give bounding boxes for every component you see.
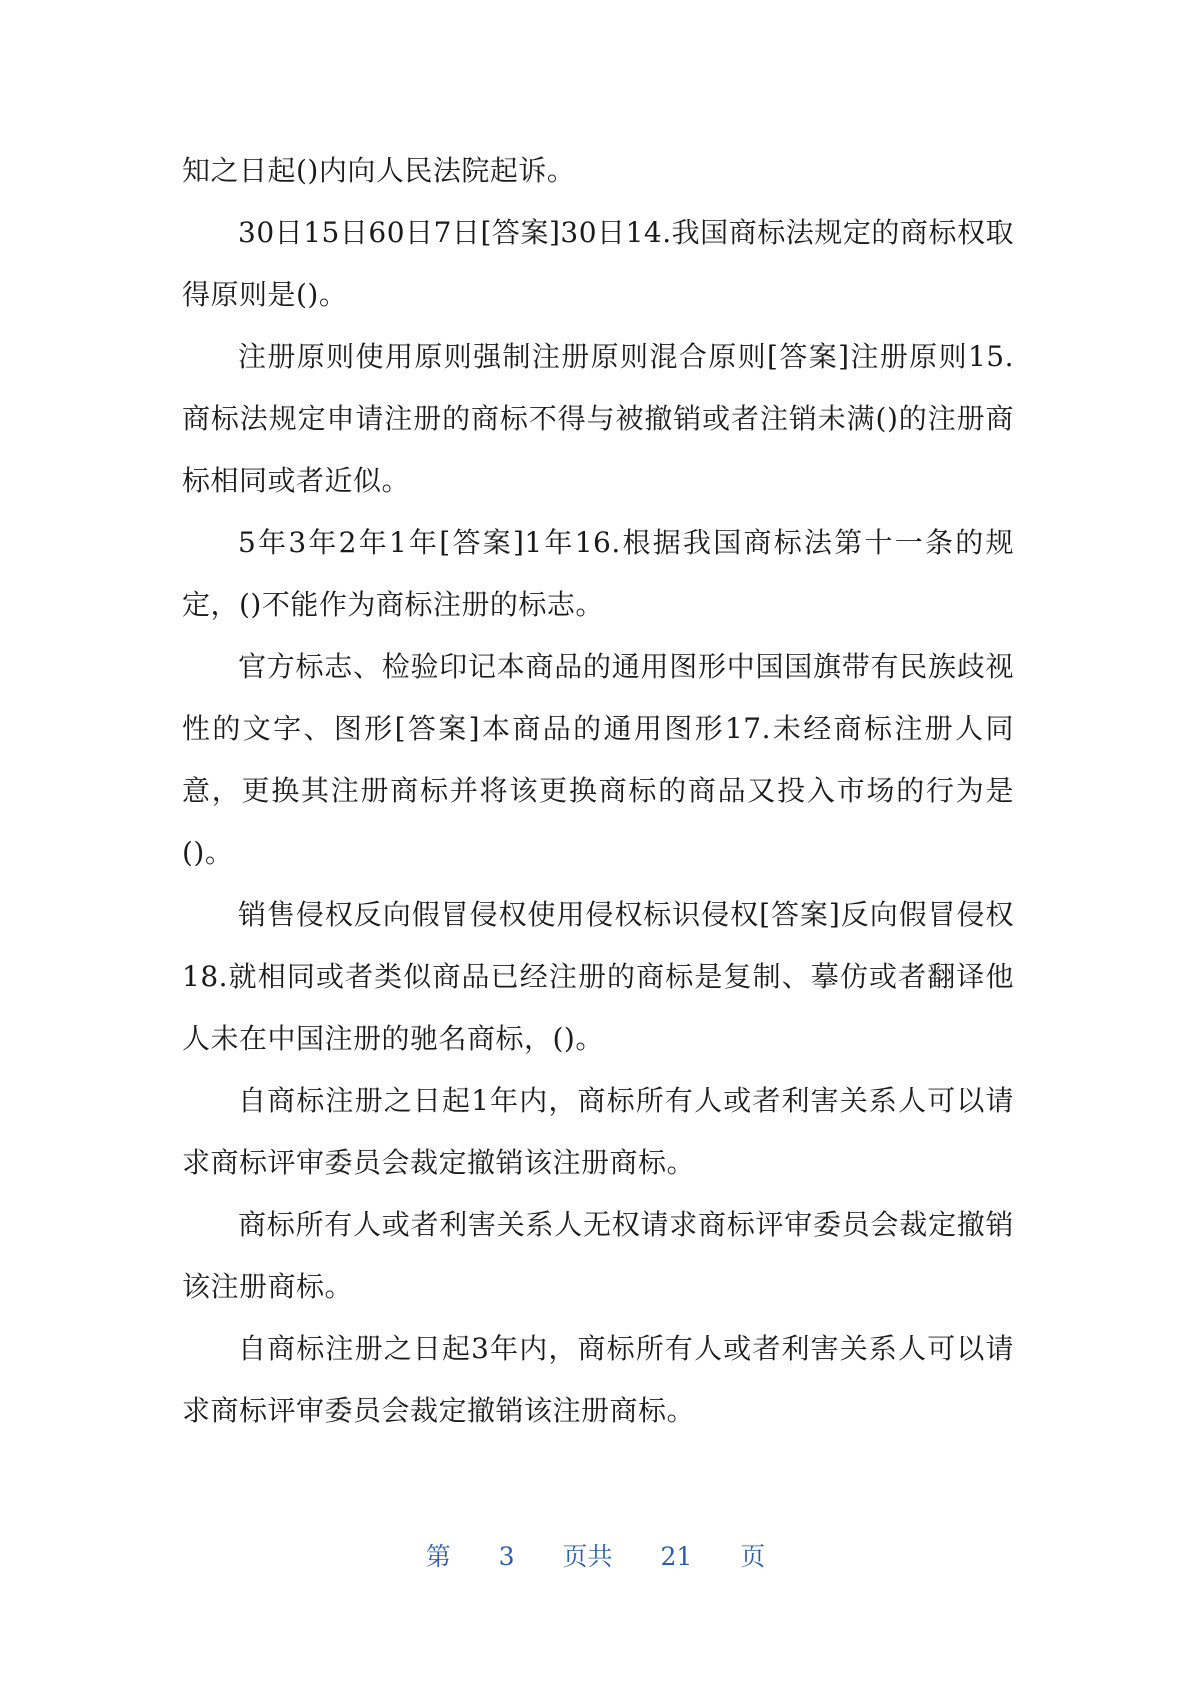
paragraph: 知之日起()内向人民法院起诉。 <box>182 154 576 187</box>
paragraph: 30日15日60日7日[答案]30日14.我国商标法规定的商标权取得原则是()。 <box>182 216 1014 311</box>
page-label-suffix: 页 <box>740 1542 766 1571</box>
paragraph: 注册原则使用原则强制注册原则混合原则[答案]注册原则15.商标法规定申请注册的商标不得与被撤销或者注销未满()的注册商标相同或者近似。 <box>182 340 1014 497</box>
page-number-footer <box>0 1537 1191 1573</box>
paragraph: 自商标注册之日起3年内，商标所有人或者利害关系人可以请求商标评审委员会裁定撤销该注册商标。 <box>182 1332 1014 1427</box>
page-label-prefix: 第 <box>425 1542 451 1571</box>
paragraph: 商标所有人或者利害关系人无权请求商标评审委员会裁定撤销该注册商标。 <box>182 1208 1014 1303</box>
paragraph: 官方标志、检验印记本商品的通用图形中国国旗带有民族歧视性的文字、图形[答案]本商品的通用图形17.未经商标注册人同意，更换其注册商标并将该更换商标的商品又投入市场的行为是()。 <box>182 650 1014 869</box>
paragraph: 自商标注册之日起1年内，商标所有人或者利害关系人可以请求商标评审委员会裁定撤销该注册商标。 <box>182 1084 1014 1179</box>
total-page-count: 21 <box>660 1542 693 1571</box>
paragraph: 5年3年2年1年[答案]1年16.根据我国商标法第十一条的规定，()不能作为商标注册的标志。 <box>182 526 1014 621</box>
paragraph: 销售侵权反向假冒侵权使用侵权标识侵权[答案]反向假冒侵权18.就相同或者类似商品已经注册的商标是复制、摹仿或者翻译他人未在中国注册的驰名商标，()。 <box>182 898 1014 1055</box>
document-body <box>182 140 1014 1442</box>
current-page-number: 3 <box>498 1542 515 1571</box>
page-label-mid: 页共 <box>562 1542 613 1571</box>
